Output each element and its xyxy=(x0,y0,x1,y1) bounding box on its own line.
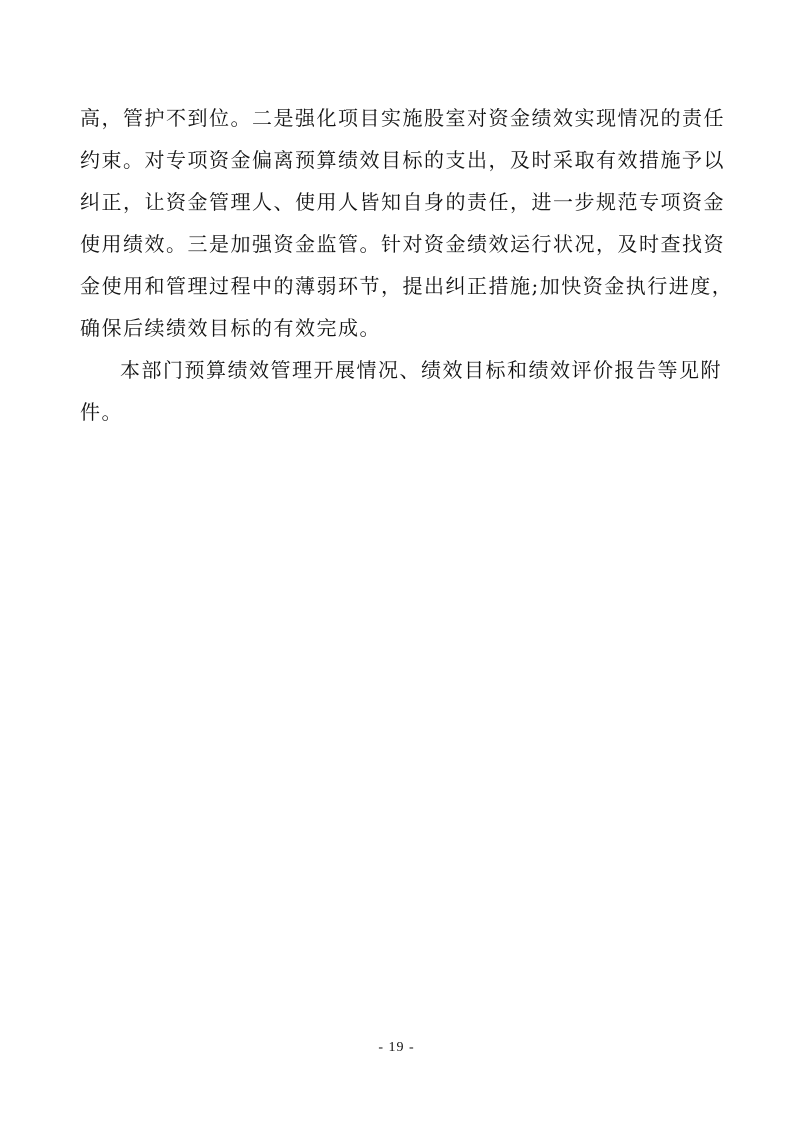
paragraph-line: 金使用和管理过程中的薄弱环节，提出纠正措施;加快资金执行进度， xyxy=(80,274,734,298)
paragraph-line: 使用绩效。三是加强资金监管。针对资金绩效运行状况，及时查找资 xyxy=(80,232,725,256)
paragraph-line: 纠正，让资金管理人、使用人皆知自身的责任，进一步规范专项资金 xyxy=(80,190,725,214)
paragraph-line: 高，管护不到位。二是强化项目实施股室对资金绩效实现情况的责任 xyxy=(80,106,725,130)
paragraph-line: 约束。对专项资金偏离预算绩效目标的支出，及时采取有效措施予以 xyxy=(80,148,725,172)
page-number: - 19 - xyxy=(378,1040,415,1055)
paragraph-line: 本部门预算绩效管理开展情况、绩效目标和绩效评价报告等见附 xyxy=(120,358,722,382)
paragraph-line: 件。 xyxy=(80,400,123,424)
body-text xyxy=(80,97,734,433)
paragraph-line: 确保后续绩效目标的有效完成。 xyxy=(80,316,381,340)
